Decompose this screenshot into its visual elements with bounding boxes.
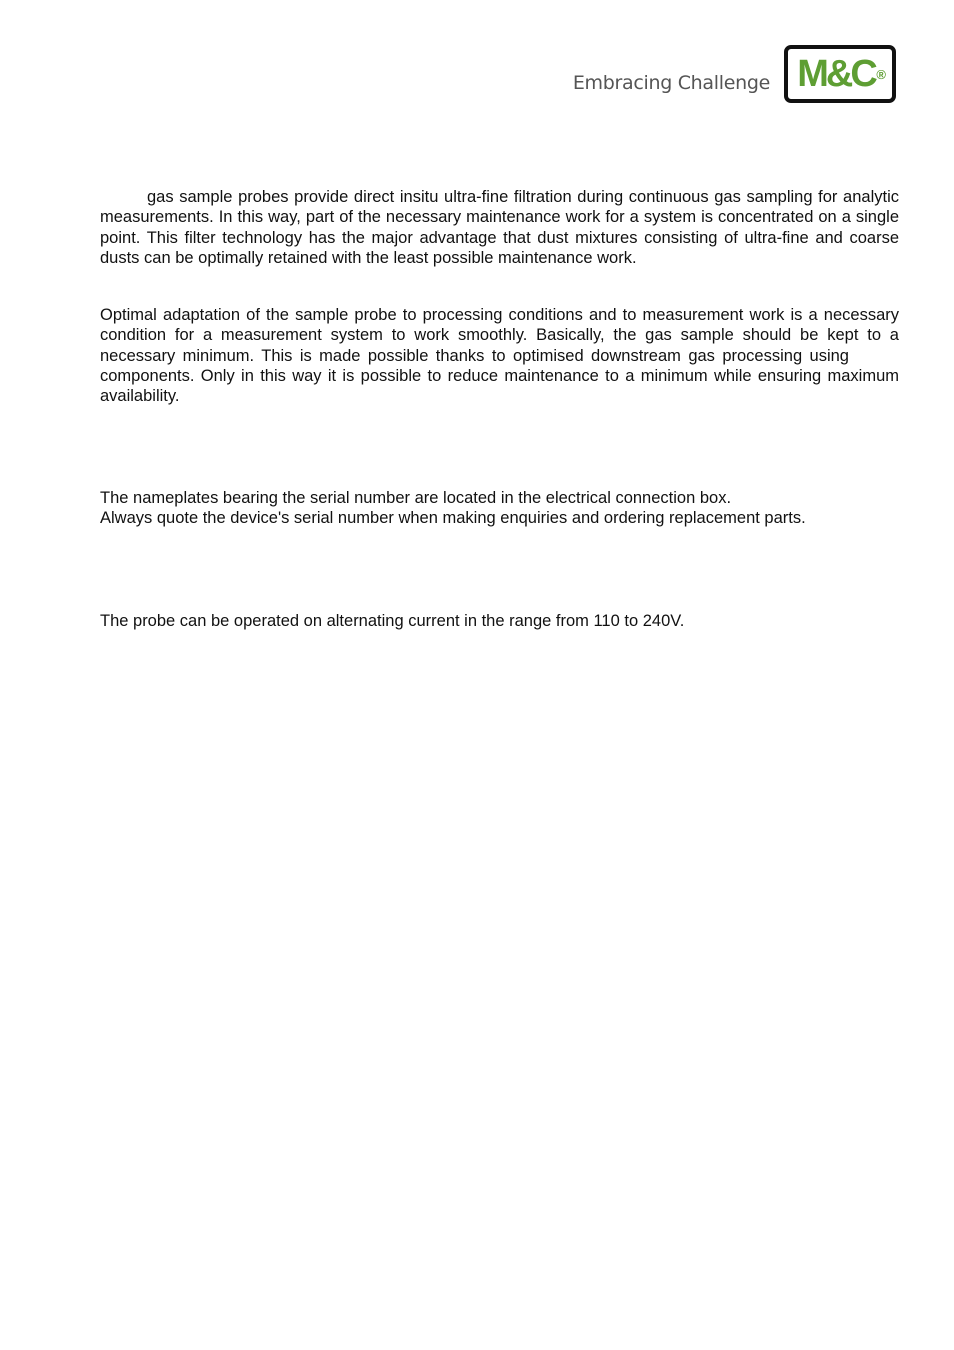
adaptation-paragraph (100, 305, 899, 406)
registered-mark: ® (876, 67, 886, 82)
adaptation-text-end: components. Only in this way it is possible to reduce maintenance to a minimum while ensuring maximum availability. (100, 366, 899, 406)
nameplate-line-1: The nameplates bearing the serial number are located in the electrical connection box. (100, 489, 732, 507)
logo-text: M&C (797, 53, 875, 95)
company-logo (784, 45, 896, 103)
power-paragraph (100, 611, 899, 631)
intro-text: gas sample probes provide direct insitu ultra-fine filtration during continuous gas sampling for analytic measurements. In this way, part of the necessary maintenance work for a system is concentrated on a single point. This filter technology has the major advantage that dust mixtures consisting of ultra-fine and coarse dusts can be optimally retained with the least possible maintenance work. (100, 188, 899, 267)
nameplate-line-2: Always quote the device's serial number when making enquiries and ordering replacement parts. (100, 509, 806, 528)
page-header (573, 44, 896, 104)
intro-paragraph (100, 187, 899, 268)
company-tagline: Embracing Challenge (572, 72, 770, 94)
nameplate-paragraph (100, 488, 899, 529)
adaptation-text-start: Optimal adaptation of the sample probe to processing conditions and to measurement work is a necessary condition for a measurement system to work smoothly. Basically, the gas sample should be kept to a necessary minimum. This is made possible thanks to optimised downstream gas processing using (100, 306, 899, 365)
power-text: The probe can be operated on alternating current in the range from 110 to 240V. (100, 612, 685, 630)
